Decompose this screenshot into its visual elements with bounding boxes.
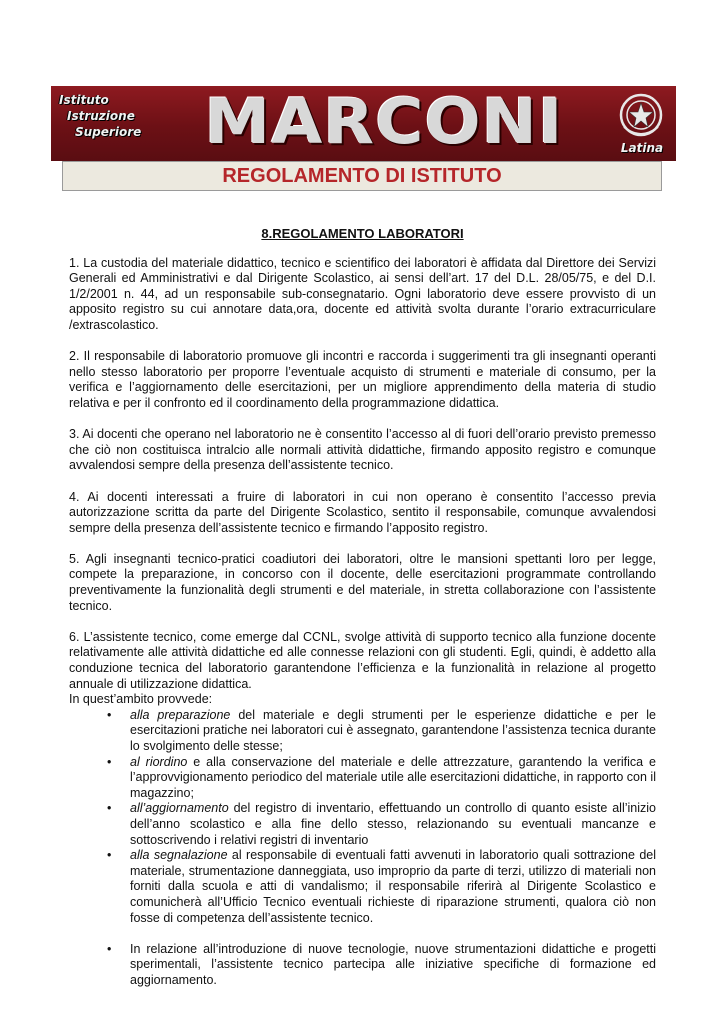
paragraph-3: 3. Ai docenti che operano nel laboratorio ne è consentito l’accesso al di fuori dell’orario previsto premesso che ciò non costituisca intralcio alle normali attività didattiche, firmando apposito registro e comunque avvalendosi sempre della presenza dell’assistente tecnico. <box>69 427 656 473</box>
list-item-lead: alla preparazione <box>130 707 231 722</box>
school-line-3: Superiore <box>75 125 142 139</box>
list-item-text: del materiale e degli strumenti per le esperienze didattiche e per le esercitazioni pratiche nei laboratori cui è assegnato, garantendone l’assistenza tecnica durante lo svolgimento delle stesse; <box>130 707 656 753</box>
document-title: REGOLAMENTO DI ISTITUTO <box>222 165 502 187</box>
bullet-icon: • <box>107 801 112 816</box>
duties-list <box>69 708 656 989</box>
republic-emblem-icon <box>616 91 666 139</box>
list-intro: In quest’ambito provvede: <box>69 692 213 707</box>
list-item-lead: all’aggiornamento <box>130 801 229 816</box>
bullet-icon: • <box>107 941 112 956</box>
list-item <box>69 801 656 848</box>
school-city: Latina <box>620 141 664 155</box>
school-type-label <box>59 92 159 140</box>
list-item <box>69 942 656 989</box>
school-name: MARCONI <box>204 86 564 159</box>
paragraph-2: 2. Il responsabile di laboratorio promuove gli incontri e raccorda i suggerimenti tra gli insegnanti operanti nello stesso laboratorio per proporre l’eventuale acquisto di strumenti e materiale di consumo, per la verifica e l’aggiornamento delle esercitazioni, per un migliore apprendimento della materia di studio relativa e per il confronto ed il coordinamento della programmazione didattica. <box>69 349 656 410</box>
bullet-icon: • <box>107 848 112 863</box>
paragraph-4: 4. Ai docenti interessati a fruire di laboratori in cui non operano è consentito l’accesso previa autorizzazione scritta da parte del Dirigente Scolastico, sentito il responsabile, comunque avvalendosi sempre della presenza dell’assistente tecnico e firmando l’apposito registro. <box>69 489 656 535</box>
bullet-icon: • <box>107 707 112 722</box>
list-item-lead: alla segnalazione <box>130 848 228 863</box>
list-item-text: del registro di inventario, effettuando un controllo di quanto esiste all’inizio dell’anno scolastico e alla fine dello stesso, relazionando su eventuali mancanze e sottoscrivendo i relativi registri di inventario <box>130 801 656 847</box>
document-body <box>69 226 656 989</box>
list-item-text: al responsabile di eventuali fatti avvenuti in laboratorio quali sottrazione del materiale, strumentazione danneggiata, uso improprio da parte di terzi, utilizzo di materiali non forniti dalla scuola e atti di vandalismo; il responsabile riferirà al Dirigente Scolastico e comunicherà all’Ufficio Tecnico eventuali richieste di riparazione strumenti, qualora ciò non fosse di competenza dell’assistente tecnico. <box>130 848 656 925</box>
list-item <box>69 848 656 926</box>
list-item <box>69 708 656 755</box>
section-title: 8.REGOLAMENTO LABORATORI <box>261 226 464 241</box>
school-banner <box>51 86 676 161</box>
document-title-box <box>62 161 662 191</box>
paragraph-6: 6. L’assistente tecnico, come emerge dal CCNL, svolge attività di supporto tecnico alla funzione docente relativamente alle attività didattiche ed alle connesse relazioni con gli studenti. Egli, quindi, è addetto alla conduzione tecnica del laboratorio garantendone l’efficienza e la funzionalità in relazione al progetto annuale di utilizzazione didattica. <box>69 629 656 691</box>
paragraph-1: 1. La custodia del materiale didattico, tecnico e scientifico dei laboratori è affidata dal Direttore dei Servizi Generali ed Amministrativi e dal Dirigente Scolastico, ai sensi dell’art. 17 del D.L. 28/05/75, e del D.I. 1/2/2001 n. 44, ad un responsabile sub-consegnatario. Ogni laboratorio deve essere provvisto di un apposito registro su cui annotare data,ora, docente ed attività svolta durante l’orario extracurriculare /extrascolastico. <box>69 255 656 332</box>
list-item-text: In relazione all’introduzione di nuove tecnologie, nuove strumentazioni didattiche e progetti sperimentali, l’assistente tecnico partecipa alle iniziative specifiche di formazione ed aggiornamento. <box>130 941 656 987</box>
bullet-icon: • <box>107 754 112 769</box>
school-line-2: Istruzione <box>67 109 135 123</box>
school-line-1: Istituto <box>59 93 109 107</box>
paragraph-5: 5. Agli insegnanti tecnico-pratici coadiutori dei laboratori, oltre le mansioni spettanti loro per legge, compete la preparazione, in concorso con il docente, delle esercitazioni programmate controllando preventivamente la funzionalità degli strumenti e del materiale, in stretta collaborazione con l’assistente tecnico. <box>69 551 656 613</box>
list-item <box>69 755 656 802</box>
list-item-lead: al riordino <box>130 754 188 769</box>
list-item-text: e alla conservazione del materiale e delle attrezzature, garantendo la verifica e l’approvvigionamento periodico del materiale utile alle esercitazioni didattiche, in rapporto con il magazzino; <box>130 754 656 800</box>
